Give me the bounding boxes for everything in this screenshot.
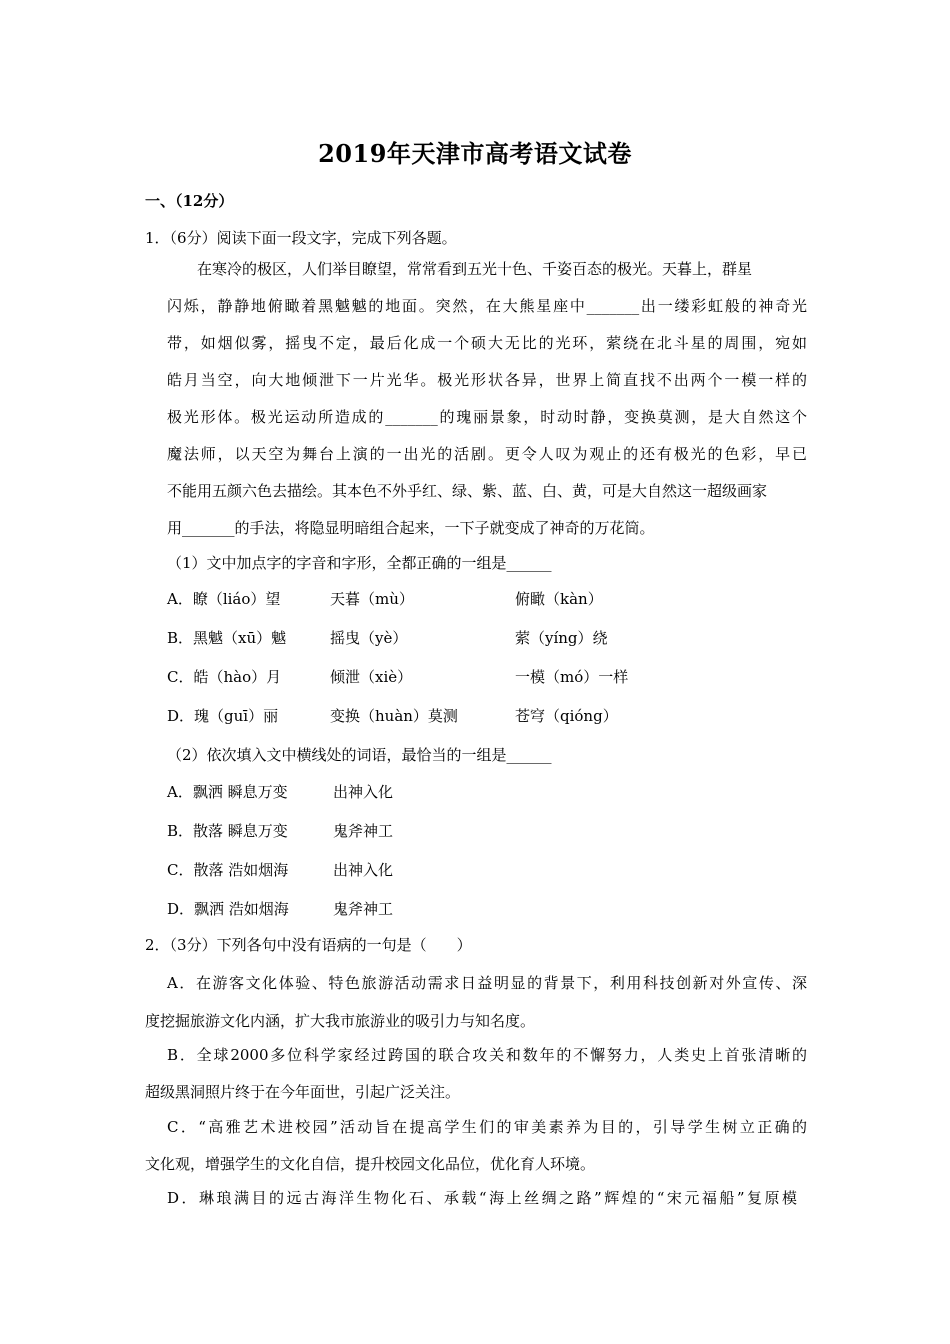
option-a-c: 出神入化: [333, 783, 394, 801]
passage-line: 在寒冷的极区，人们举目瞭望，常常看到五光十色、千姿百态的极光。天暮上，群星: [197, 260, 753, 278]
passage-line: 不能用五颜六色去描绘。其本色不外乎红、绿、紫、蓝、白、黄，可是大自然这一超级画家: [167, 482, 768, 500]
section-heading: 一、（12分）: [145, 192, 234, 210]
option-d-c: 苍穹（qióng）: [515, 707, 618, 725]
option-d[interactable]: D．飘洒 浩如烟海: [167, 900, 289, 918]
option-b-continued: 超级黑洞照片终于在今年面世，引起广泛关注。: [145, 1083, 461, 1101]
question-1-stem: 1．（6分）阅读下面一段文字，完成下列各题。: [145, 229, 457, 247]
passage-line: 皓月当空，向大地倾泄下一片光华。极光形状各异，世界上简直找不出两个一模一样的: [167, 371, 807, 389]
option-c[interactable]: C．皓（hào）月: [167, 668, 282, 686]
passage-line: 带，如烟似雾，摇曳不定，最后化成一个硕大无比的光环，萦绕在北斗星的周围，宛如: [167, 334, 807, 352]
option-b-c: 鬼斧神工: [333, 822, 394, 840]
option-c-continued: 文化观，增强学生的文化自信，提升校园文化品位，优化育人环境。: [145, 1155, 596, 1173]
option-b[interactable]: B．黑魆（xū）魆: [167, 629, 287, 647]
option-b-c: 萦（yíng）绕: [515, 629, 608, 647]
option-c-c: 出神入化: [333, 861, 394, 879]
option-d-c: 鬼斧神工: [333, 900, 394, 918]
option-a[interactable]: A．瞭（liáo）望: [167, 590, 281, 608]
passage-line: 魔法师，以天空为舞台上演的一出光的活剧。更令人叹为观止的还有极光的色彩，早已: [167, 445, 807, 463]
question-2-stem: 2．（3分）下列各句中没有语病的一句是（ ）: [145, 936, 472, 954]
passage-line: 极光形体。极光运动所造成的_______的瑰丽景象，时动时静，变换莫测，是大自然这个: [167, 408, 807, 426]
page-title: 2019年天津市高考语文试卷: [318, 139, 632, 168]
option-a[interactable]: A．飘洒 瞬息万变: [167, 783, 288, 801]
option-c-b: 倾泄（xiè）: [330, 668, 413, 686]
option-d[interactable]: D．琳琅满目的远古海洋生物化石、承载“海上丝绸之路”辉煌的“宋元福船”复原模: [167, 1189, 797, 1207]
option-a-b: 天暮（mù）: [330, 590, 414, 608]
option-c[interactable]: C．散落 浩如烟海: [167, 861, 289, 879]
option-a[interactable]: A．在游客文化体验、特色旅游活动需求日益明显的背景下，利用科技创新对外宣传、深: [167, 974, 807, 992]
option-c-c: 一模（mó）一样: [515, 668, 629, 686]
option-b[interactable]: B．全球2000多位科学家经过跨国的联合攻关和数年的不懈努力，人类史上首张清晰的: [167, 1046, 807, 1064]
option-b[interactable]: B．散落 瞬息万变: [167, 822, 288, 840]
option-d-b: 变换（huàn）莫测: [330, 707, 458, 725]
option-a-c: 俯瞰（kàn）: [515, 590, 603, 608]
sub-question-2-stem: （2）依次填入文中横线处的词语，最恰当的一组是______: [167, 746, 552, 764]
passage-line: 闪烁，静静地俯瞰着黑魆魆的地面。突然，在大熊星座中_______出一缕彩虹般的神奇光: [167, 297, 807, 315]
option-a-continued: 度挖掘旅游文化内涵，扩大我市旅游业的吸引力与知名度。: [145, 1012, 536, 1030]
sub-question-1-stem: （1）文中加点字的字音和字形，全都正确的一组是______: [167, 554, 552, 572]
option-b-b: 摇曳（yè）: [330, 629, 408, 647]
passage-line: 用_______的手法，将隐显明暗组合起来，一下子就变成了神奇的万花筒。: [167, 519, 655, 537]
option-d[interactable]: D．瑰（guī）丽: [167, 707, 279, 725]
option-c[interactable]: C．“高雅艺术进校园”活动旨在提高学生们的审美素养为目的，引导学生树立正确的: [167, 1118, 807, 1136]
